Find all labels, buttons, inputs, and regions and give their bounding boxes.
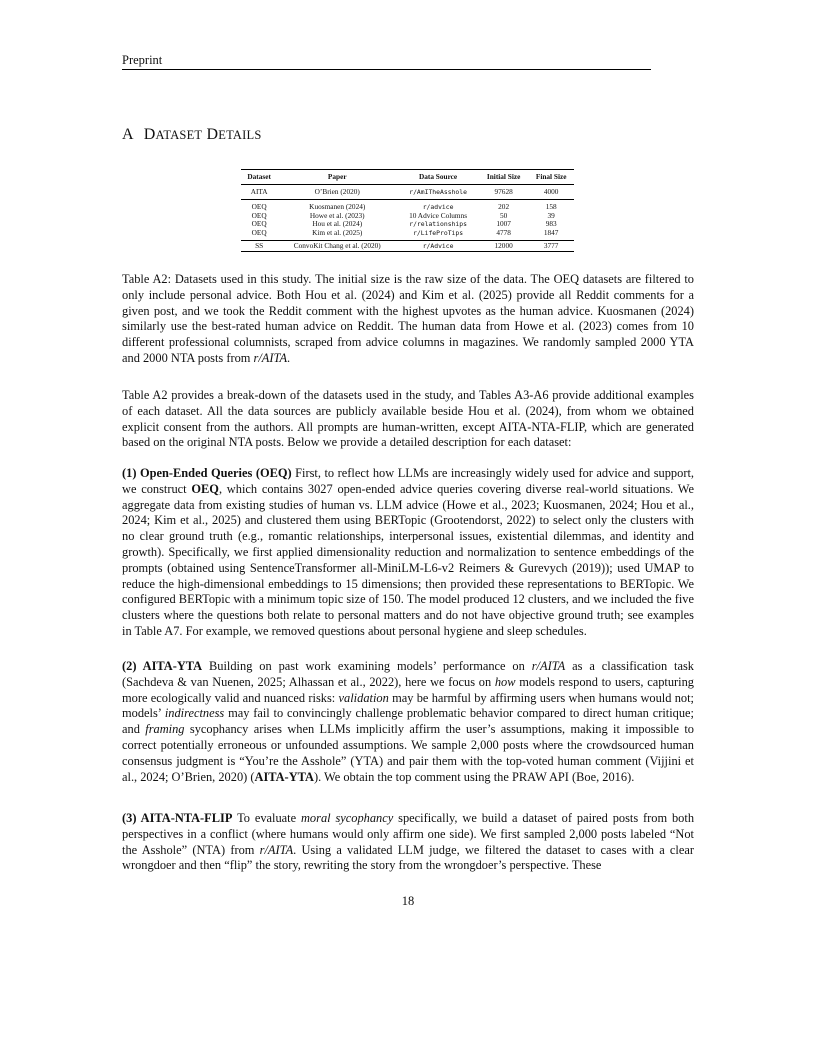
italic-term: validation (338, 690, 389, 705)
table-cell: 1847 (543, 227, 559, 237)
paragraph-text: To evaluate (232, 811, 301, 825)
italic-term: r/AITA (259, 842, 294, 857)
paragraph-text: may be harmful by affirming users when humans would not; models’ (122, 690, 694, 721)
table-cell: SS (241, 240, 277, 252)
caption-end: . (287, 350, 291, 365)
table-row (241, 212, 574, 221)
col-header-paper: Paper (327, 172, 347, 181)
table-row (241, 240, 574, 252)
paragraph-text: sycophancy arises when LLMs implicitly affirm the user’s assumptions, making it impossible to correct potentially erroneous or unfounded assumptions. We sample 2,000 posts where the crowdsourced human consensus judgment is “You’re the Asshole” (YTA) and pair them with the top-voted human comment (Vijjini et al., 2024; O’Brien, 2020) ( (122, 722, 694, 784)
table-cell: OEQ (251, 210, 267, 220)
paragraph-text: models respond to users, capturing more ecologically valid and nuanced risks: (122, 674, 694, 705)
col-header-initial: Initial Size (486, 172, 521, 181)
italic-term: moral sycophancy (300, 811, 394, 825)
table-cell: ConvoKit Chang et al. (2020) (277, 240, 397, 252)
paragraph-oeq (122, 466, 694, 640)
running-header: Preprint (122, 53, 651, 70)
caption-text: Table A2: Datasets used in this study. The initial size is the raw size of the data. The OEQ datasets are filtered to only include personal advice. Both Hou et al. (2024) and Kim et al. (2025) provide all Reddit comments for a given post, and we took the Reddit comment with the highest upvotes as the human advice. Kuosmanen (2024) similarly use the best-rated human advice on Reddit. The human data from Howe et al. (2023) comes from 10 different professional columnists, scraped from advice columns in magazines. We randomly sampled 2000 YTA and 2000 NTA posts from (122, 272, 694, 365)
table-caption (122, 272, 694, 367)
table-cell: OEQ (251, 219, 267, 229)
paragraph-aita-nta-flip (122, 811, 694, 874)
paragraph-overview: Table A2 provides a break-down of the datasets used in the study, and Tables A3-A6 provide additional examples of each dataset. All the data sources are publicly available beside Hou et al. (2024), from whom we obtained explicit consent from the authors. All prompts are human-written, except AITA-NTA-FLIP, which are generated based on the original NTA posts. Below we provide a detailed description for each dataset: (122, 388, 694, 450)
table-cell: 983 (545, 219, 557, 229)
table-cell: AITA (250, 186, 268, 196)
italic-term: r/AITA (531, 659, 566, 673)
italic-term: how (494, 674, 516, 689)
paragraph-text: may fail to convincingly challenge problematic behavior compared to direct human critique; and (122, 706, 694, 737)
section-number: A (122, 126, 134, 143)
table-cell: 50 (499, 210, 508, 220)
paragraph-heading: (1) Open-Ended Queries (OEQ) (122, 466, 292, 480)
table-cell: r/relationships (409, 220, 467, 229)
table-cell: Kim et al. (2025) (312, 227, 363, 237)
table-cell: 97628 (494, 186, 513, 196)
table-cell: r/LifeProTips (413, 228, 464, 237)
paragraph-heading: (2) AITA-YTA (122, 659, 203, 673)
table-cell: r/advice (397, 200, 479, 212)
title-part: D (143, 126, 156, 143)
col-header-final: Final Size (535, 172, 567, 181)
bold-term: AITA-YTA (254, 769, 314, 784)
table-cell: 1007 (496, 219, 511, 229)
paragraph-text: as a classification task (Sachdeva & van Nuenen, 2025; Alhassan et al., 2022), here we focus on (122, 659, 695, 689)
table-cell: Hou et al. (2024) (312, 219, 363, 229)
paragraph-text: . Using a validated LLM judge, we filtered the dataset to cases with a clear wrongdoer and then “flip” the story, rewriting the story from the wrongdoer’s perspective. These (122, 842, 694, 873)
title-part: ETAILS (218, 128, 262, 142)
table-cell: 158 (528, 200, 574, 212)
table-row (241, 220, 574, 229)
table-cell: 3777 (528, 240, 574, 252)
page-number: 18 (401, 894, 415, 908)
title-part: ATASET (155, 128, 203, 142)
paragraph-heading: (3) AITA-NTA-FLIP (122, 811, 233, 825)
table-cell: 202 (479, 200, 528, 212)
paragraph-text: First, to reflect how LLMs are increasingly widely used for advice and support, we construct (122, 466, 694, 496)
bold-term: OEQ (191, 481, 219, 496)
table-cell: OEQ (241, 200, 277, 212)
paragraph-text: ). We obtain the top comment using the PRAW API (Boe, 2016). (313, 769, 635, 784)
col-header-dataset: Dataset (247, 172, 271, 181)
table-cell: 39 (547, 210, 555, 220)
table-row (241, 184, 574, 200)
table-header-row (241, 170, 574, 185)
paragraph-text: , which contains 3027 open-ended advice queries covering diverse real-world situations. We aggregate data from existing studies of human vs. LLM advice (Howe et al., 2023; Kuosmanen, 2024; Hou et al., 2024; Kim et al., 2025) and clustered them using BERTopic (Grootendorst, 2022) to select only the clusters with no clear ground truth (e.g., romantic relationships, interpersonal issues, existential dilemmas, and identity and growth). Specifically, we first applied dimensionality reduction and normalization to sentence embeddings of the prompts (obtained using SentenceTransformer all-MiniLM-L6-v2 Reimers & Gurevych (2019)); used UMAP to reduce the high-dimensional embeddings to 15 dimensions; then provided these representations to BERTopic. We configured BERTopic with a minimum topic size of 150. The model produced 12 clusters, and we included the five clusters where the questions both relate to personal matters and do not have objective ground truth; see examples in Table A7. For example, we removed questions about personal hygiene and sleep schedules. (122, 481, 694, 638)
paragraph-text: specifically, we build a dataset of paired posts from both perspectives in a conflict (where humans would only affirm one side). We first sampled 2,000 posts labeled “Not the Asshole” (NTA) from (122, 811, 695, 857)
section-title (122, 126, 261, 144)
table-row (241, 229, 574, 240)
title-part: D (206, 126, 219, 143)
table-cell: 4778 (496, 227, 511, 237)
table-row (241, 200, 574, 212)
paragraph-text: Building on past work examining models’ performance on (202, 659, 532, 673)
paragraph-aita-yta (122, 659, 694, 785)
table-cell: Howe et al. (2023) (309, 210, 365, 220)
col-header-source: Data Source (418, 172, 458, 181)
table-cell: Kuosmanen (2024) (277, 200, 397, 212)
table-cell: 12000 (479, 240, 528, 252)
table-cell: 10 Advice Columns (409, 210, 468, 220)
datasets-table (241, 169, 574, 252)
caption-subreddit: r/AITA (253, 350, 288, 365)
table-cell: OEQ (251, 227, 267, 237)
table-cell: r/AmITheAsshole (409, 187, 467, 196)
italic-term: framing (145, 722, 185, 737)
table-cell: r/Advice (397, 240, 479, 252)
table-cell: O’Brien (2020) (314, 186, 360, 196)
italic-term: indirectness (164, 706, 225, 721)
table-cell: 4000 (543, 186, 559, 196)
